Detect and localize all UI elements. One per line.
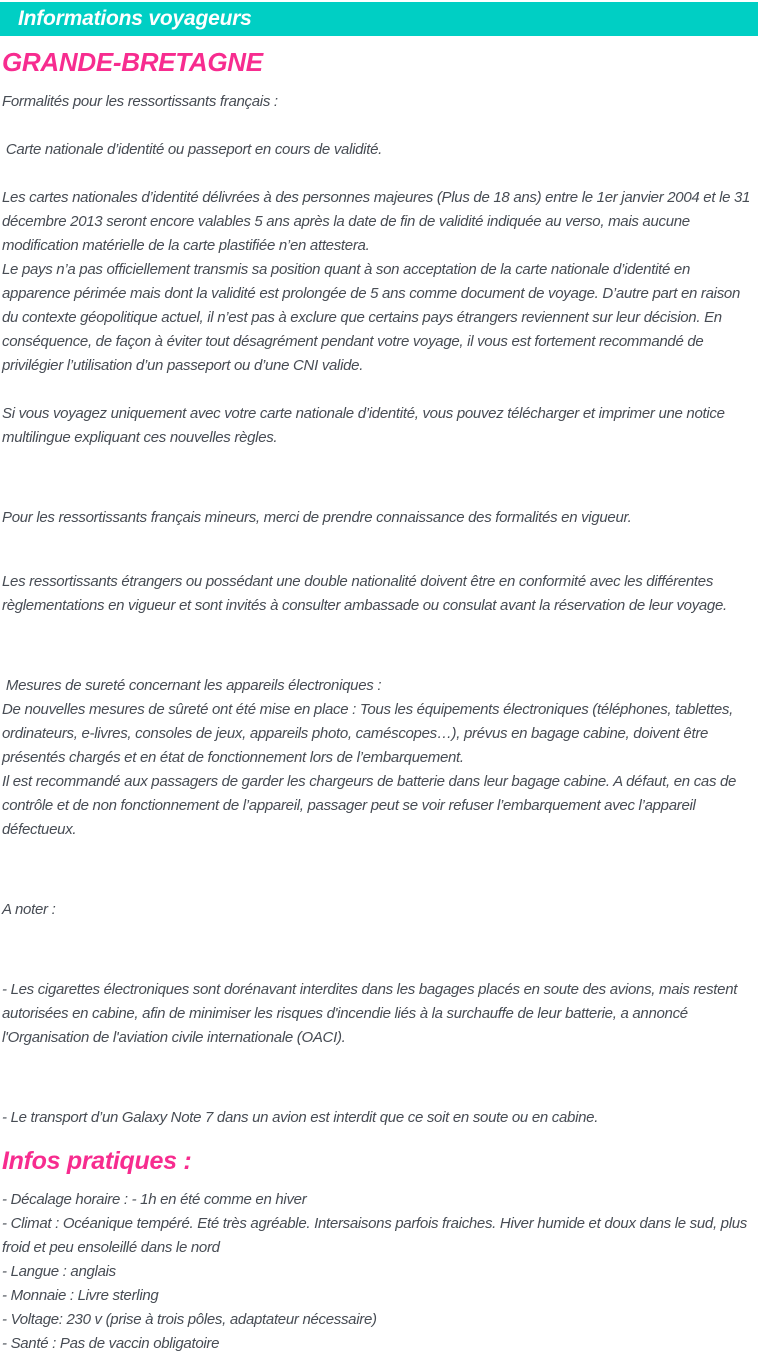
paragraph-chargeurs: Il est recommandé aux passagers de garder les chargeurs de batterie dans leur bagage cabine. A défaut, en cas de contrôle et de non fonctionnement de l’appareil, passager peut se voir refuser l’embarquement avec l’appareil défectueux. [2,773,740,838]
content-area [0,46,758,1356]
paragraph-notice-multilingue: Si vous voyagez uniquement avec votre carte nationale d’identité, vous pouvez télécharger et imprimer une notice multilingue expliquant ces nouvelles règles. [2,405,729,446]
paragraph-cigarettes-electroniques: - Les cigarettes électroniques sont dorénavant interdites dans les bagages placés en soute des avions, mais restent autorisées en cabine, afin de minimiser les risques d'incendie liés à la surchauffe de leur batterie, a annoncé l'Organisation de l'aviation civile internationale (OACI). [2,981,741,1046]
paragraph-cartes-validite: Les cartes nationales d’identité délivrées à des personnes majeures (Plus de 18 ans) entre le 1er janvier 2004 et le 31 décembre 2013 seront encore valables 5 ans après la date de fin de validité indiquée au verso, mais aucune modification matérielle de la carte plastifiée n’en attestera. [2,189,754,254]
page-title: Informations voyageurs [18,7,252,30]
paragraph-a-noter: A noter : [2,901,56,918]
info-climat: - Climat : Océanique tempéré. Eté très agréable. Intersaisons parfois fraiches. Hiver humide et doux dans le sud, plus froid et peu ensoleillé dans le nord [2,1215,751,1256]
paragraph-carte-identite: Carte nationale d’identité ou passeport en cours de validité. [2,141,382,158]
info-monnaie: - Monnaie : Livre sterling [2,1287,159,1304]
info-langue: - Langue : anglais [2,1263,116,1280]
header-bar [0,2,758,36]
info-voltage: - Voltage: 230 v (prise à trois pôles, adaptateur nécessaire) [2,1311,377,1328]
paragraph-position-pays: Le pays n’a pas officiellement transmis sa position quant à son acceptation de la carte nationale d’identité en apparence périmée mais dont la validité est prolongée de 5 ans comme document de voyage. D’autre part en raison du contexte géopolitique actuel, il n’est pas à exclure que certains pays étrangers reviennent sur leur décision. En conséquence, de façon à éviter tout désagrément pendant votre voyage, il vous est fortement recommandé de privilégier l’utilisation d’un passeport ou d’une CNI valide. [2,261,744,374]
paragraph-equipements: De nouvelles mesures de sûreté ont été mise en place : Tous les équipements électroniques (téléphones, tablettes, ordinateurs, e-livres, consoles de jeux, appareils photo, caméscopes…), prévus en bagage cabine, doivent être présentés chargés et en état de fonctionnement lors de l’embarquement. [2,701,737,766]
paragraph-galaxy-note7: - Le transport d’un Galaxy Note 7 dans un avion est interdit que ce soit en soute ou en cabine. [2,1109,599,1126]
paragraph-mineurs: Pour les ressortissants français mineurs, merci de prendre connaissance des formalités en vigueur. [2,509,632,526]
paragraph-mesures-surete-titre: Mesures de sureté concernant les appareils électroniques : [2,677,382,694]
info-decalage-horaire: - Décalage horaire : - 1h en été comme en hiver [2,1191,307,1208]
paragraph-formalites-intro: Formalités pour les ressortissants français : [2,93,278,110]
info-sante: - Santé : Pas de vaccin obligatoire [2,1335,220,1352]
country-heading: GRANDE-BRETAGNE [2,47,263,77]
infos-pratiques-heading: Infos pratiques : [2,1147,192,1175]
paragraph-etrangers: Les ressortissants étrangers ou possédant une double nationalité doivent être en conformité avec les différentes règlementations en vigueur et sont invités à consulter ambassade ou consulat avant la réservation de leur voyage. [2,573,727,614]
